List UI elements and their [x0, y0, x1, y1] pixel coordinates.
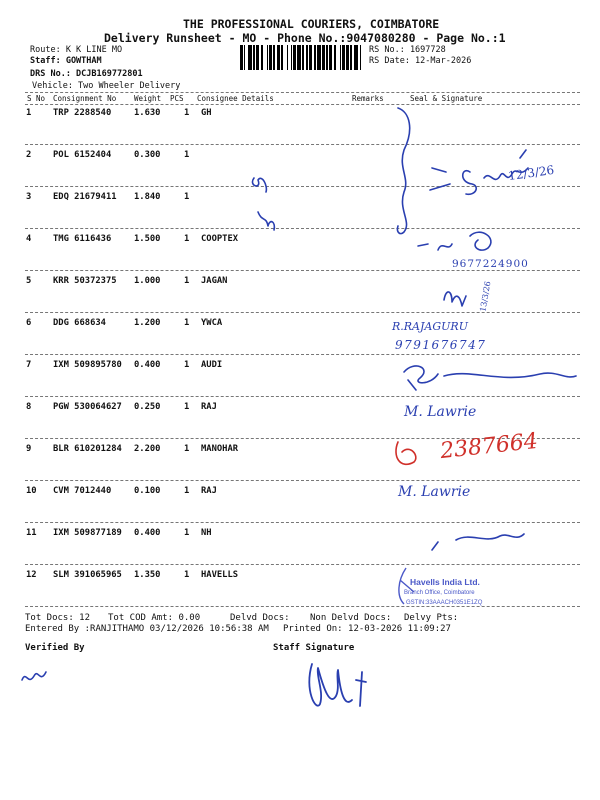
staff-signature-mark [309, 664, 366, 706]
scribble-row3 [258, 212, 274, 230]
col-consignment: Consignment No [53, 94, 117, 103]
signature-mark-7 [404, 366, 438, 390]
row-pcs: 1 [184, 150, 190, 160]
stamp-line-2: Branch Office, Coimbatore [404, 590, 475, 596]
vehicle-label: Vehicle: Two Wheeler Delivery [32, 81, 181, 91]
runsheet-subtitle: Delivery Runsheet - MO - Phone No.:9047080280 - Page No.:1 [104, 31, 506, 45]
row-weight: 0.400 [134, 528, 161, 538]
col-pcs: PCS [170, 94, 184, 103]
row-weight: 0.300 [134, 150, 161, 160]
row-consignee: RAJ [201, 486, 217, 496]
handwritten-number-row9: 2387664 [438, 428, 540, 465]
signature-mark-11 [432, 534, 524, 550]
stamp-line-3: GSTIN:33AAACH0351E1ZQ [406, 600, 483, 606]
company-title: THE PROFESSIONAL COURIERS, COIMBATORE [183, 17, 440, 31]
row-sno: 4 [26, 234, 32, 244]
col-seal: Seal & Signature [410, 94, 483, 103]
row-pcs: 1 [184, 108, 190, 118]
handwritten-name-row8: M. Lawrie [404, 404, 477, 420]
col-weight: Weight [134, 94, 162, 103]
row-pcs: 1 [184, 444, 190, 454]
row-pcs: 1 [184, 318, 190, 328]
drs-number: DRS No.: DCJB169772801 [30, 69, 143, 79]
rs-number: RS No.: 1697728 [369, 45, 446, 55]
row-pcs: 1 [184, 192, 190, 202]
entered-by: Entered By :RANJITHAMO 03/12/2026 10:56:38 AM [25, 624, 269, 634]
row-weight: 1.630 [134, 108, 161, 118]
row-pcs: 1 [184, 360, 190, 370]
row-consignment: IXM 509895780 [53, 360, 122, 370]
verified-by-label: Verified By [25, 643, 85, 653]
total-cod: Tot COD Amt: 0.00 [108, 613, 201, 623]
row-weight: 1.840 [134, 192, 161, 202]
signature-mark-7b [444, 373, 576, 377]
row-sno: 1 [26, 108, 32, 118]
verified-signature-mark [22, 672, 46, 680]
rs-date: RS Date: 12-Mar-2026 [369, 56, 472, 66]
row-consignment: TMG 6116436 [53, 234, 112, 244]
row-weight: 0.400 [134, 360, 161, 370]
delivered-docs: Delvd Docs: [230, 613, 290, 623]
row-consignee: NH [201, 528, 212, 538]
row-sno: 11 [26, 528, 37, 538]
row-consignee: MANOHAR [201, 444, 239, 454]
row-consignment: BLR 610201284 [53, 444, 122, 454]
row-sno: 7 [26, 360, 32, 370]
row-sno: 10 [26, 486, 37, 496]
row-sno: 5 [26, 276, 32, 286]
row-pcs: 1 [184, 234, 190, 244]
printed-on: Printed On: 12-03-2026 11:09:27 [283, 624, 451, 634]
handwritten-date-row5: 13/3/26 [478, 280, 493, 313]
row-consignee: HAVELLS [201, 570, 239, 580]
staff-signature-label: Staff Signature [273, 643, 355, 653]
row-consignee: AUDI [201, 360, 223, 370]
row-sno: 2 [26, 150, 32, 160]
row-weight: 0.250 [134, 402, 161, 412]
non-delivered-docs: Non Delvd Docs: [310, 613, 392, 623]
handwritten-name-row6: R.RAJAGURU [392, 320, 468, 333]
red-mark-9 [396, 442, 416, 464]
row-consignment: CVM 7012440 [53, 486, 112, 496]
brace-mark [397, 108, 409, 234]
row-weight: 1.500 [134, 234, 161, 244]
scribble-row2 [252, 178, 266, 192]
row-pcs: 1 [184, 276, 190, 286]
total-docs: Tot Docs: 12 [25, 613, 91, 623]
row-pcs: 1 [184, 486, 190, 496]
row-sno: 6 [26, 318, 32, 328]
row-sno: 8 [26, 402, 32, 412]
row-pcs: 1 [184, 570, 190, 580]
col-sno: S No [27, 94, 46, 103]
row-consignee: YWCA [201, 318, 223, 328]
row-pcs: 1 [184, 528, 190, 538]
handwritten-mobile-row6: 9791676747 [395, 338, 487, 352]
row-consignee: RAJ [201, 402, 217, 412]
row-sno: 3 [26, 192, 32, 202]
signature-mark-1 [430, 168, 476, 194]
row-consignment: POL 6152404 [53, 150, 112, 160]
handwritten-date-row3: 12/3/26 [507, 162, 556, 184]
row-consignee: COOPTEX [201, 234, 239, 244]
row-consignee: GH [201, 108, 212, 118]
row-consignment: PGW 530064627 [53, 402, 122, 412]
row-consignment: DDG 668634 [53, 318, 106, 328]
row-pcs: 1 [184, 402, 190, 412]
signature-mark-4 [418, 232, 491, 250]
row-consignment: EDQ 21679411 [53, 192, 117, 202]
row-weight: 0.100 [134, 486, 161, 496]
row-consignment: IXM 509877189 [53, 528, 122, 538]
row-weight: 1.200 [134, 318, 161, 328]
col-remarks: Remarks [352, 94, 384, 103]
row-weight: 1.000 [134, 276, 161, 286]
row-weight: 1.350 [134, 570, 161, 580]
staff-label: Staff: GOWTHAM [30, 56, 102, 66]
row-consignee: JAGAN [201, 276, 228, 286]
row-consignment: SLM 391065965 [53, 570, 122, 580]
route-label: Route: K K LINE MO [30, 45, 123, 55]
row-consignment: KRR 50372375 [53, 276, 117, 286]
handwritten-name-row10: M. Lawrie [398, 484, 471, 500]
stamp-line-1: Havells India Ltd. [410, 577, 480, 587]
row-weight: 2.200 [134, 444, 161, 454]
row-sno: 12 [26, 570, 37, 580]
row-consignment: TRP 2288540 [53, 108, 112, 118]
row-sno: 9 [26, 444, 32, 454]
col-consignee: Consignee Details [197, 94, 274, 103]
handwritten-mobile-row4: 9677224900 [452, 258, 529, 270]
signature-mark-5 [444, 292, 466, 306]
delivery-points: Delvy Pts: [404, 613, 459, 623]
